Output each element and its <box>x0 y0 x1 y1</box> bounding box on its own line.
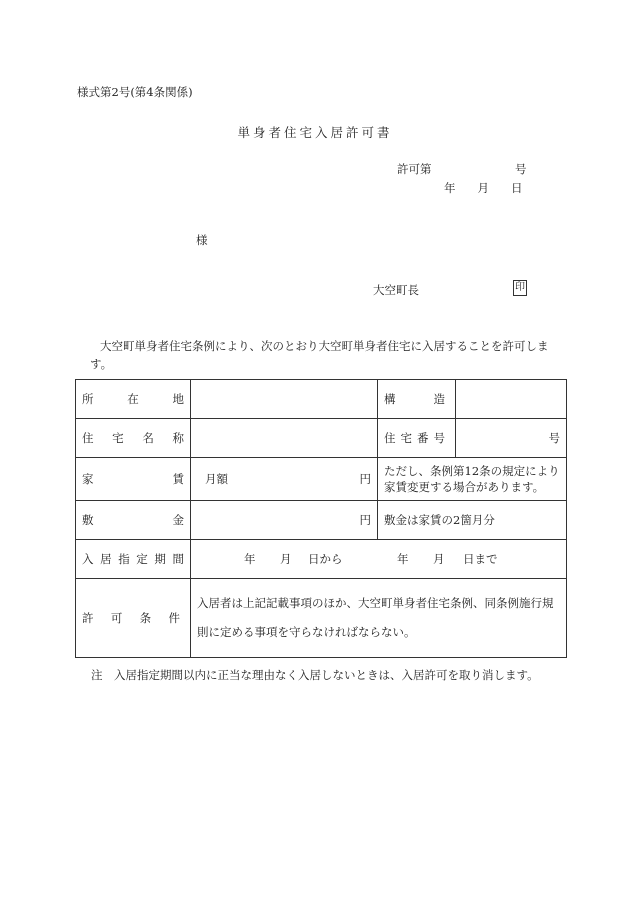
label-chars: 家 賃 <box>82 472 184 486</box>
deposit-label <box>76 501 191 540</box>
house-name-value <box>191 419 378 458</box>
table-row <box>76 579 567 658</box>
permit-number-suffix: 号 <box>515 162 527 176</box>
document-title: 単身者住宅入居許可書 <box>237 125 393 140</box>
table-row <box>76 501 567 540</box>
form-number: 様式第2号(第4条関係) <box>77 85 193 99</box>
rent-amount: 月額 円 <box>205 472 371 486</box>
label-chars: 住 宅 名 称 <box>82 431 184 445</box>
label-chars: 住 宅 番 号 <box>384 431 445 445</box>
table-row <box>76 458 567 501</box>
seal-mark: 印 <box>513 280 527 296</box>
issuer-name: 大空町長 <box>373 283 419 297</box>
footnote: 注 入居指定期間以内に正当な理由なく入居しないときは、入居許可を取り消します。 <box>91 668 539 682</box>
table-row <box>76 380 567 419</box>
label-chars: 許 可 条 件 <box>82 611 180 625</box>
label-chars: 所 在 地 <box>82 392 184 406</box>
permit-number-label: 許可第 <box>397 162 432 176</box>
label-chars: 入 居 指 定 期 間 <box>82 552 184 566</box>
table-row <box>76 540 567 579</box>
deposit-value: 円 <box>191 501 378 540</box>
period-dates: 年 月 日から 年 月 日まで <box>244 552 498 566</box>
issue-date <box>444 180 523 196</box>
period-label <box>76 540 191 579</box>
label-chars: 構 造 <box>384 392 445 406</box>
structure-label <box>378 380 456 419</box>
location-value <box>191 380 378 419</box>
date-month: 月 <box>477 181 489 195</box>
permit-table <box>75 379 567 658</box>
conditions-text: 入居者は上記記載事項のほか、大空町単身者住宅条例、同条例施行規則に定める事項を守らなければならない。 <box>191 579 567 658</box>
deposit-note: 敷金は家賃の2箇月分 <box>378 501 567 540</box>
addressee-suffix: 様 <box>196 233 208 247</box>
conditions-label <box>76 579 191 658</box>
label-chars: 敷 金 <box>82 513 184 527</box>
intro-text: 大空町単身者住宅条例により、次のとおり大空町単身者住宅に入居することを許可します。 <box>90 339 549 371</box>
structure-value <box>456 380 567 419</box>
rent-label <box>76 458 191 501</box>
house-name-label <box>76 419 191 458</box>
house-number-value: 号 <box>456 419 567 458</box>
table-row <box>76 419 567 458</box>
rent-note: ただし、条例第12条の規定により家賃変更する場合があります。 <box>378 458 567 501</box>
location-label <box>76 380 191 419</box>
house-number-label <box>378 419 456 458</box>
period-value <box>191 540 567 579</box>
date-year: 年 <box>444 181 456 195</box>
rent-value <box>191 458 378 501</box>
date-day: 日 <box>511 181 523 195</box>
